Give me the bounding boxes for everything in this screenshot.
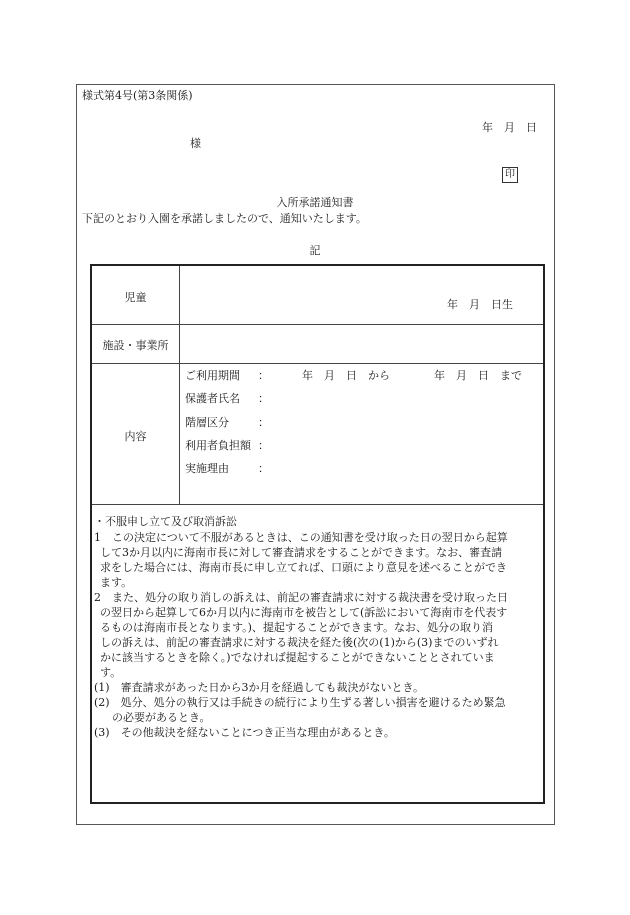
fee-colon: ： <box>258 439 269 452</box>
notes-heading: ・不服申し立て及び取消訴訟 <box>94 515 237 528</box>
notes-line: 2 また、処分の取り消しの訴えは、前記の審査請求に対する裁決書を受け取った日 <box>94 591 508 604</box>
reason-colon: ： <box>258 462 269 475</box>
row-divider <box>92 504 543 505</box>
ki-heading: 記 <box>309 244 321 257</box>
fee-label: 利用者負担額 <box>185 439 251 452</box>
child-label: 児童 <box>124 291 147 304</box>
notes-line: す。 <box>100 666 122 679</box>
content-label: 内容 <box>124 430 147 443</box>
facility-label: 施設・事業所 <box>102 339 169 352</box>
seal-mark: 印 <box>502 167 518 183</box>
period-label: ご利用期間 <box>185 369 240 382</box>
period-colon: ： <box>258 369 269 382</box>
guardian-label: 保護者氏名 <box>185 392 240 405</box>
notes-line: 求をした場合には、海南市長に申し立てれば、口頭により意見を述べることができ <box>100 561 507 574</box>
notes-line: ます。 <box>100 576 133 589</box>
guardian-colon: ： <box>258 392 269 405</box>
notes-line: (1) 審査請求があった日から3か月を経過しても裁決がないとき。 <box>94 681 425 694</box>
notes-line: しの訴えは、前記の審査請求に対する裁決を経た後(次の(1)から(3)までのいずれ <box>100 636 499 649</box>
row-divider <box>92 363 543 364</box>
intro-text: 下記のとおり入園を承諾しましたので、通知いたします。 <box>82 212 367 225</box>
notes-line: の必要があるとき。 <box>112 711 211 724</box>
notes-line: (2) 処分、処分の執行又は手続きの続行により生ずる著しい損害を避けるため緊急 <box>94 696 506 709</box>
notes-line: 1 この決定について不服があるときは、この通知書を受け取った日の翌日から起算 <box>94 531 508 544</box>
notes-line: かに該当するときを除く。)でなければ提起することができないこととされていま <box>100 651 495 664</box>
row-divider <box>92 324 543 325</box>
issue-date: 年 月 日 <box>482 121 537 134</box>
tier-label: 階層区分 <box>185 416 229 429</box>
document-title: 入所承諾通知書 <box>276 196 354 209</box>
notes-line: して3か月以内に海南市長に対して審査請求をすることができます。なお、審査請 <box>100 546 503 559</box>
notes-line: の翌日から起算して6か月以内に海南市を被告として(訴訟において海南市を代表す <box>100 606 508 619</box>
notes-line: (3) その他裁決を経ないことにつき正当な理由があるとき。 <box>94 726 395 739</box>
birth-date: 年 月 日生 <box>447 298 513 311</box>
column-divider <box>179 266 180 504</box>
reason-label: 実施理由 <box>185 462 229 475</box>
notes-line: るものは海南市長となります。)、提起することができます。なお、処分の取り消 <box>100 621 494 634</box>
addressee-suffix: 様 <box>190 137 201 150</box>
tier-colon: ： <box>258 416 269 429</box>
period-value: 年 月 日 から 年 月 日 まで <box>302 369 522 382</box>
form-number: 様式第4号(第3条関係) <box>82 89 193 102</box>
